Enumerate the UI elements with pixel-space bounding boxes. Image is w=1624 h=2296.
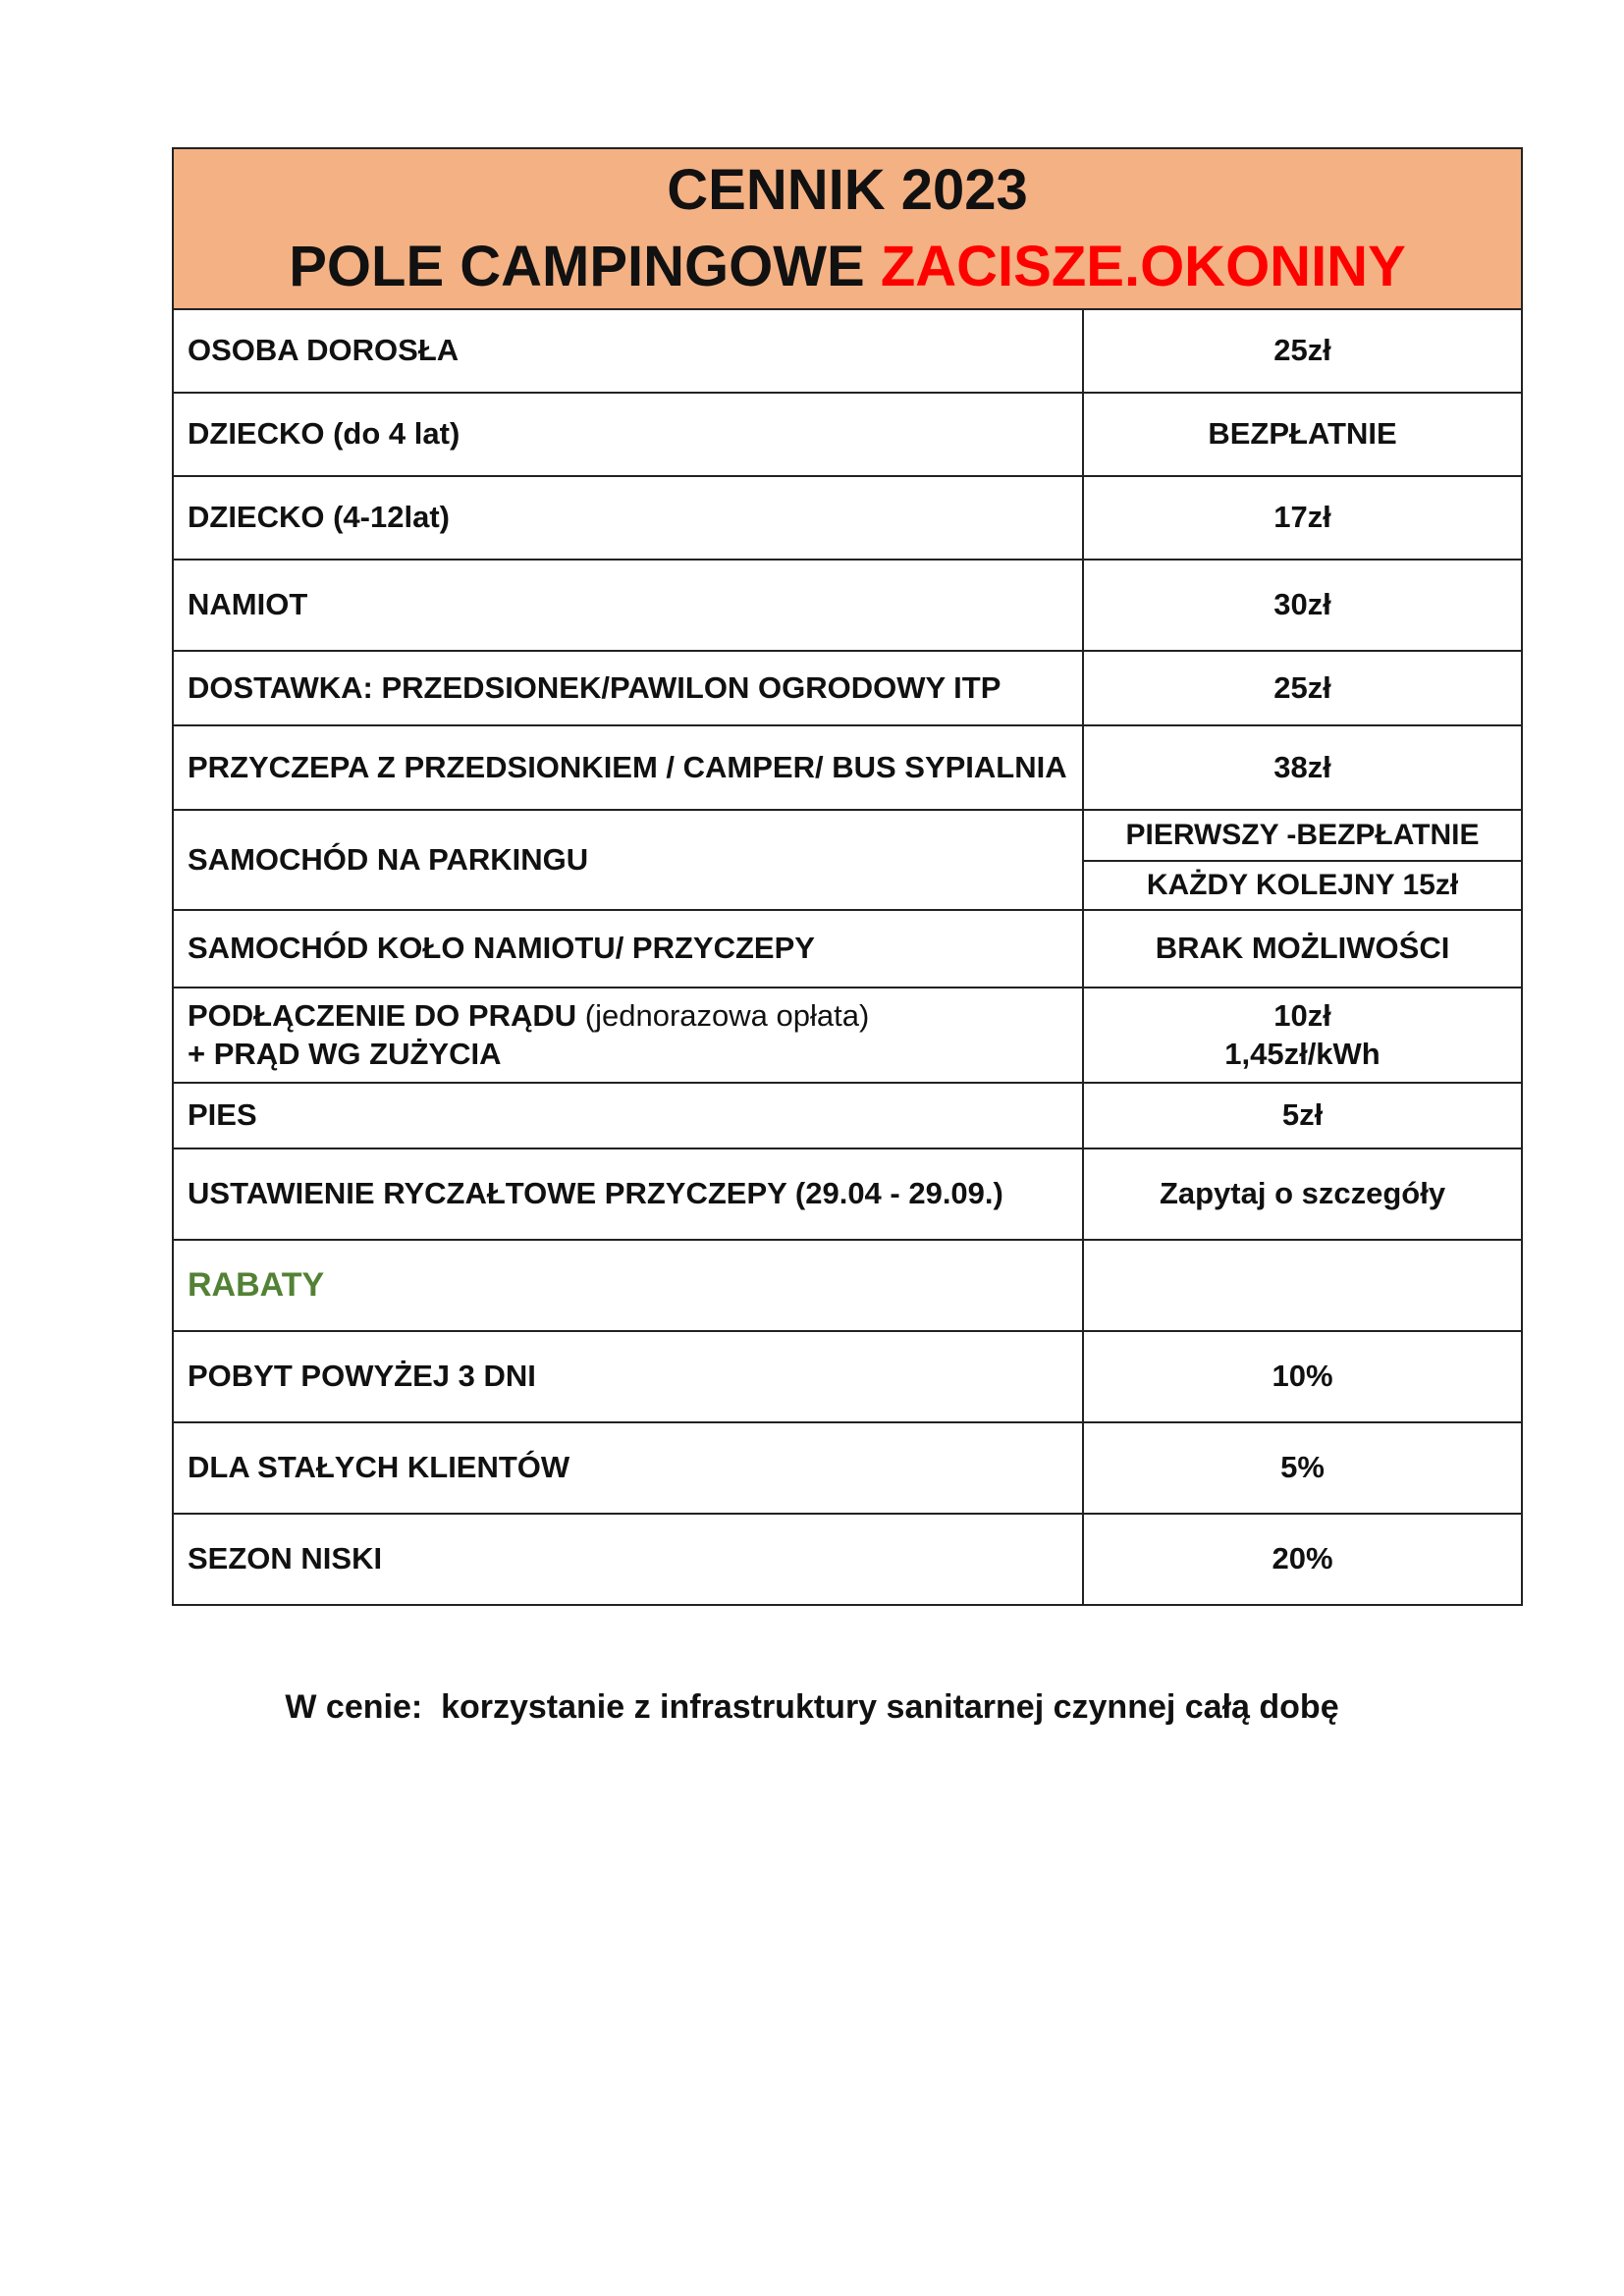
row-value: 25zł xyxy=(1083,651,1522,725)
table-row xyxy=(173,725,1522,810)
title-row xyxy=(173,148,1522,309)
table-row xyxy=(173,1422,1522,1514)
table-row xyxy=(173,1331,1522,1422)
title-line-1: CENNIK 2023 xyxy=(667,157,1028,222)
row-value: 25zł xyxy=(1083,309,1522,393)
title-black: POLE CAMPINGOWE xyxy=(289,235,865,298)
row-label-line-2: + PRĄD WG ZUŻYCIA xyxy=(188,1036,502,1071)
price-table xyxy=(172,147,1523,1606)
row-label: SEZON NISKI xyxy=(173,1514,1083,1605)
row-label: DOSTAWKA: PRZEDSIONEK/PAWILON OGRODOWY ITP xyxy=(173,651,1083,725)
row-label-line-1 xyxy=(188,997,1082,1036)
row-label: PRZYCZEPA Z PRZEDSIONKIEM / CAMPER/ BUS SYPIALNIA xyxy=(173,725,1083,810)
row-label-bold: PODŁĄCZENIE DO PRĄDU xyxy=(188,997,577,1033)
row-label: DZIECKO (4-12lat) xyxy=(173,476,1083,560)
table-row xyxy=(173,1514,1522,1605)
table-row xyxy=(173,651,1522,725)
row-label xyxy=(173,988,1083,1083)
table-row xyxy=(173,1083,1522,1148)
rabaty-heading: RABATY xyxy=(173,1240,1083,1331)
table-row xyxy=(173,309,1522,393)
row-label: DZIECKO (do 4 lat) xyxy=(173,393,1083,476)
row-value: 10% xyxy=(1083,1331,1522,1422)
row-label: DLA STAŁYCH KLIENTÓW xyxy=(173,1422,1083,1514)
title-red: ZACISZE.OKONINY xyxy=(880,235,1406,298)
row-value: 17zł xyxy=(1083,476,1522,560)
row-value: 20% xyxy=(1083,1514,1522,1605)
table-row xyxy=(173,910,1522,988)
row-value xyxy=(1083,988,1522,1083)
row-label: USTAWIENIE RYCZAŁTOWE PRZYCZEPY (29.04 - 29.09.) xyxy=(173,1148,1083,1240)
row-value: 30zł xyxy=(1083,560,1522,651)
row-value: BEZPŁATNIE xyxy=(1083,393,1522,476)
row-value-line-1: 10zł xyxy=(1273,997,1331,1033)
row-value: 38zł xyxy=(1083,725,1522,810)
table-row xyxy=(173,810,1522,861)
row-label: NAMIOT xyxy=(173,560,1083,651)
row-value-sub-a: PIERWSZY -BEZPŁATNIE xyxy=(1083,810,1522,861)
row-label: POBYT POWYŻEJ 3 DNI xyxy=(173,1331,1083,1422)
table-row xyxy=(173,476,1522,560)
row-value-empty xyxy=(1083,1240,1522,1331)
table-row xyxy=(173,988,1522,1083)
title-cell xyxy=(173,148,1522,309)
row-label-normal: (jednorazowa opłata) xyxy=(584,997,870,1033)
row-label: SAMOCHÓD KOŁO NAMIOTU/ PRZYCZEPY xyxy=(173,910,1083,988)
row-value: BRAK MOŻLIWOŚCI xyxy=(1083,910,1522,988)
row-value: Zapytaj o szczegóły xyxy=(1083,1148,1522,1240)
row-value: 5% xyxy=(1083,1422,1522,1514)
table-row xyxy=(173,560,1522,651)
footer-note: W cenie: korzystanie z infrastruktury sanitarnej czynnej całą dobę xyxy=(285,1688,1339,1726)
row-value: 5zł xyxy=(1083,1083,1522,1148)
row-label: OSOBA DOROSŁA xyxy=(173,309,1083,393)
table-row xyxy=(173,1148,1522,1240)
row-label: SAMOCHÓD NA PARKINGU xyxy=(173,810,1083,910)
title-line-2 xyxy=(174,229,1521,305)
table-row xyxy=(173,1240,1522,1331)
row-value-sub-b: KAŻDY KOLEJNY 15zł xyxy=(1083,861,1522,910)
table-row xyxy=(173,393,1522,476)
row-label: PIES xyxy=(173,1083,1083,1148)
row-value-line-2: 1,45zł/kWh xyxy=(1224,1036,1380,1071)
